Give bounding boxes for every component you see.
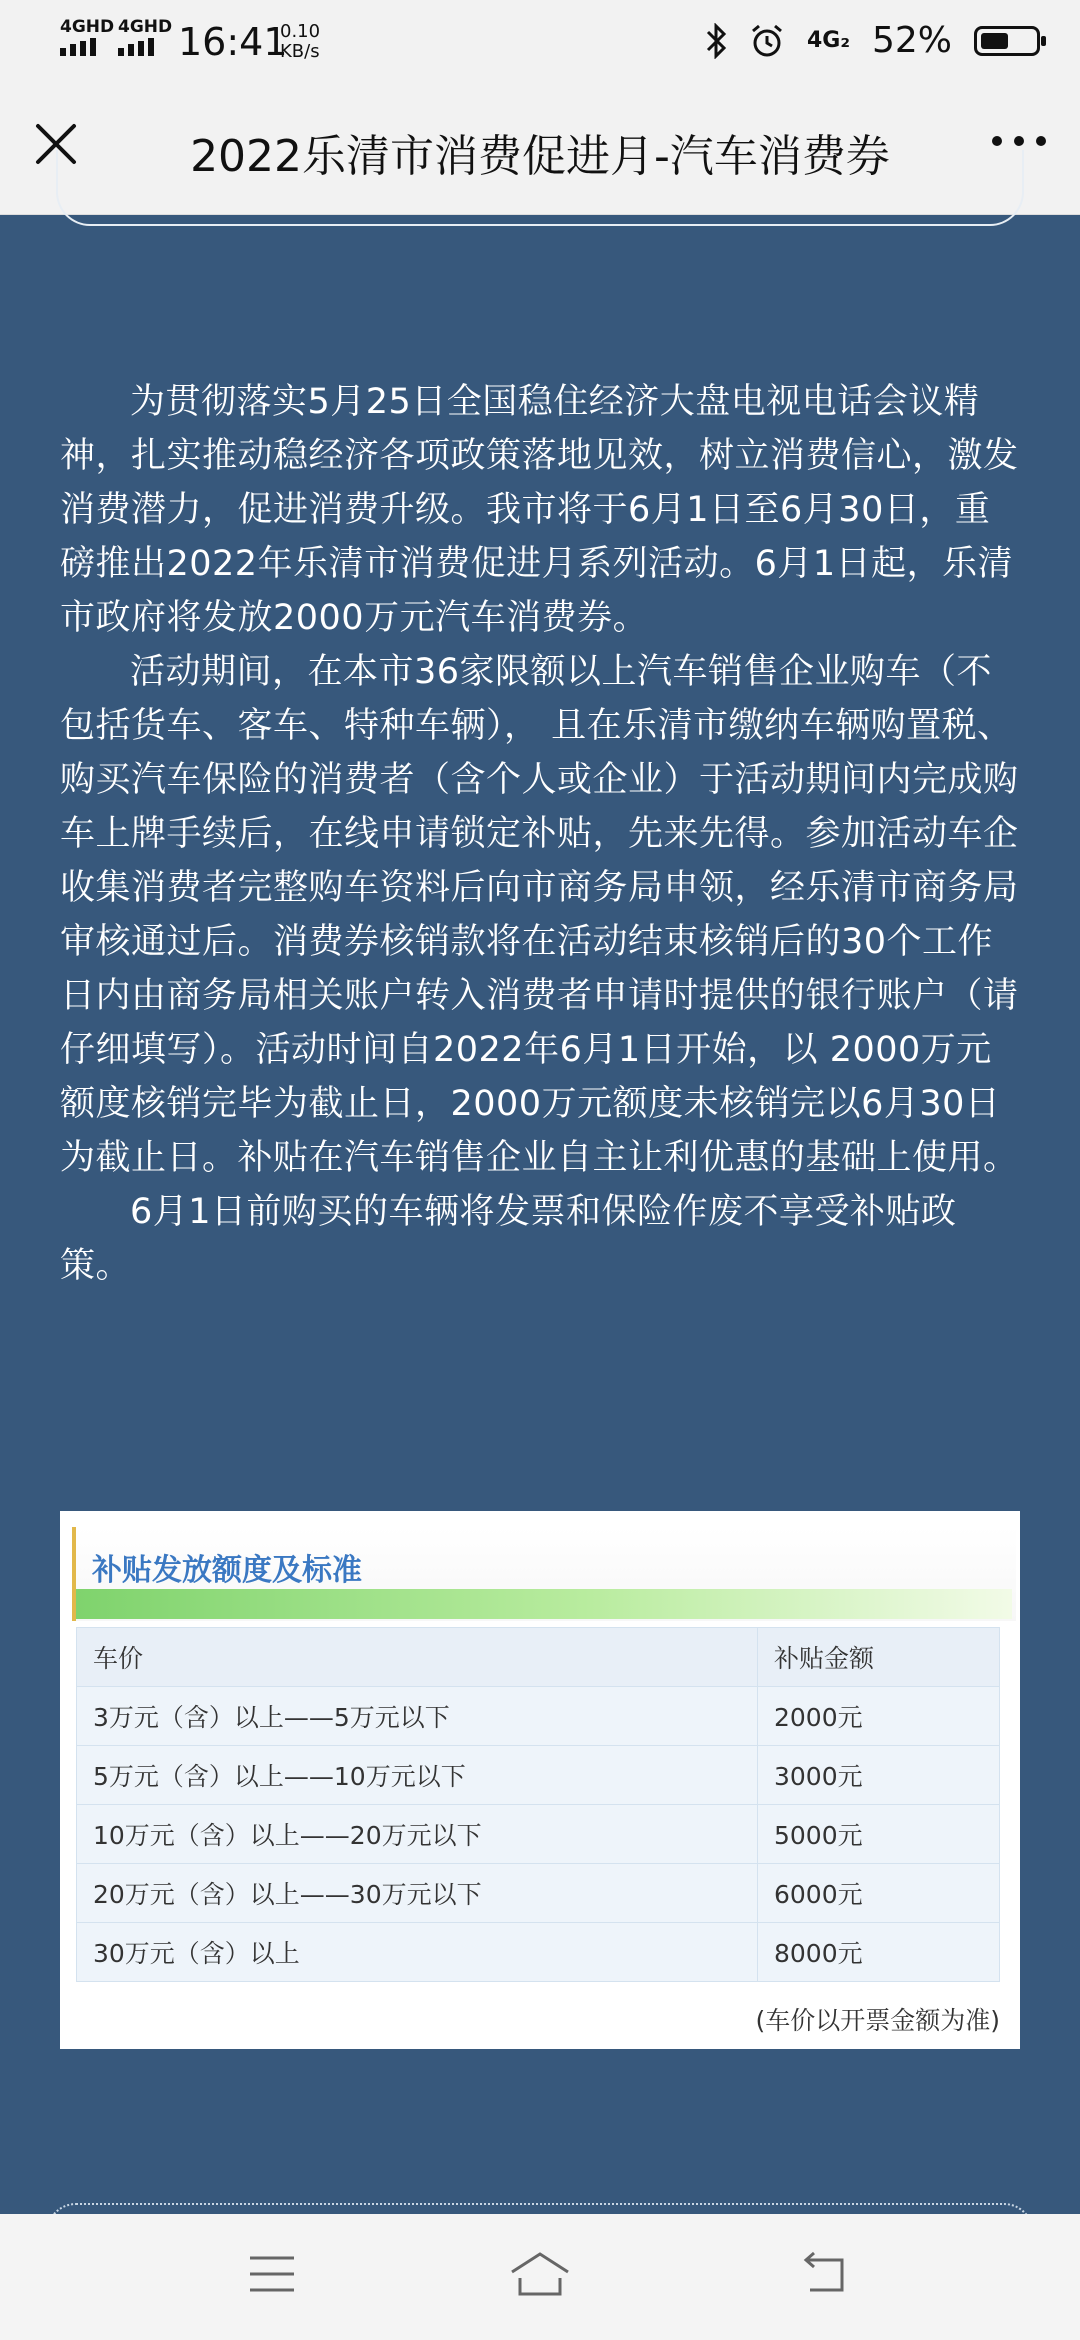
price-cell: 5万元（含）以上——10万元以下 [77,1746,758,1805]
battery-icon [974,26,1040,56]
table-row [77,1805,1000,1864]
previous-card-edge [56,150,1024,226]
network-type-1: 4GHD [60,17,115,37]
column-header-amount: 补贴金额 [758,1628,1000,1687]
status-bar [0,0,1080,84]
subsidy-table [76,1627,1000,1982]
table-row [77,1864,1000,1923]
subsidy-table-header [72,1527,1016,1621]
amount-cell: 6000元 [758,1864,1000,1923]
amount-cell: 2000元 [758,1687,1000,1746]
system-nav-bar [0,2214,1080,2340]
table-row [77,1923,1000,1982]
network-speed-value: 0.10 [280,21,321,42]
amount-cell: 5000元 [758,1805,1000,1864]
battery-fill [981,33,1008,49]
network-speed-unit: KB/s [280,41,320,62]
amount-cell: 3000元 [758,1746,1000,1805]
back-icon[interactable] [796,2244,856,2304]
table-row [77,1687,1000,1746]
menu-icon[interactable] [242,2244,302,2304]
alarm-icon [749,23,785,59]
article-paragraph: 6月1日前购买的车辆将发票和保险作废不享受补贴政策。 [60,1192,957,1286]
more-icon[interactable] [992,136,1046,146]
amount-cell: 8000元 [758,1923,1000,1982]
home-icon[interactable] [508,2244,572,2304]
price-cell: 3万元（含）以上——5万元以下 [77,1687,758,1746]
signal-icon-2 [118,38,154,56]
signal-label: 4G₂ [806,28,850,53]
table-footnote: (车价以开票金额为准) [755,2006,1000,2035]
article-paragraph: 活动期间，在本市36家限额以上汽车销售企业购车（不包括货车、客车、特种车辆）， 且在乐清市缴纳车辆购置税、购买汽车保险的消费者（含个人或企业）于活动期间内完成购车上牌手续后，在线申请锁定补贴，先来先得。参加活动车企收集消费者完整购车资料后向市商务局申领，经乐清市商务局审核通过后。消费券核销款将在活动结束核销后的30个工作日内由商务局相关账户转入消费者申请时提供的银行账户（请仔细填写）。活动时间自2022年6月1日开始，以 2000万元额度核销完毕为截止日，2000万元额度未核销完以6月30日为截止日。补贴在汽车销售企业自主让利优惠的基础上使用。 [60,652,1019,1178]
bluetooth-icon [705,23,727,59]
page-title: 2022乐清市消费促进月-汽车消费券 [190,131,890,182]
clock-time: 16:41 [178,20,288,64]
price-cell: 10万元（含）以上——20万元以下 [77,1805,758,1864]
battery-percent: 52% [871,20,952,61]
network-type-2: 4GHD [118,17,173,37]
green-gradient-bar [76,1589,1012,1619]
table-row [77,1746,1000,1805]
signal-icon-1 [60,38,96,56]
price-cell: 30万元（含）以上 [77,1923,758,1982]
column-header-price: 车价 [77,1628,758,1687]
article-paragraph: 为贯彻落实5月25日全国稳住经济大盘电视电话会议精神，扎实推动稳经济各项政策落地见效，树立消费信心，激发消费潜力，促进消费升级。我市将于6月1日至6月30日，重磅推出2022年乐清市消费促进月系列活动。6月1日起，乐清市政府将发放2000万元汽车消费券。 [60,382,1019,638]
article-body [60,375,1022,1293]
subsidy-table-title: 补贴发放额度及标准 [92,1553,362,1588]
table-header-row [77,1628,1000,1687]
price-cell: 20万元（含）以上——30万元以下 [77,1864,758,1923]
status-icons [705,20,1040,61]
network-speed [280,22,320,62]
subsidy-table-image [60,1511,1020,2049]
